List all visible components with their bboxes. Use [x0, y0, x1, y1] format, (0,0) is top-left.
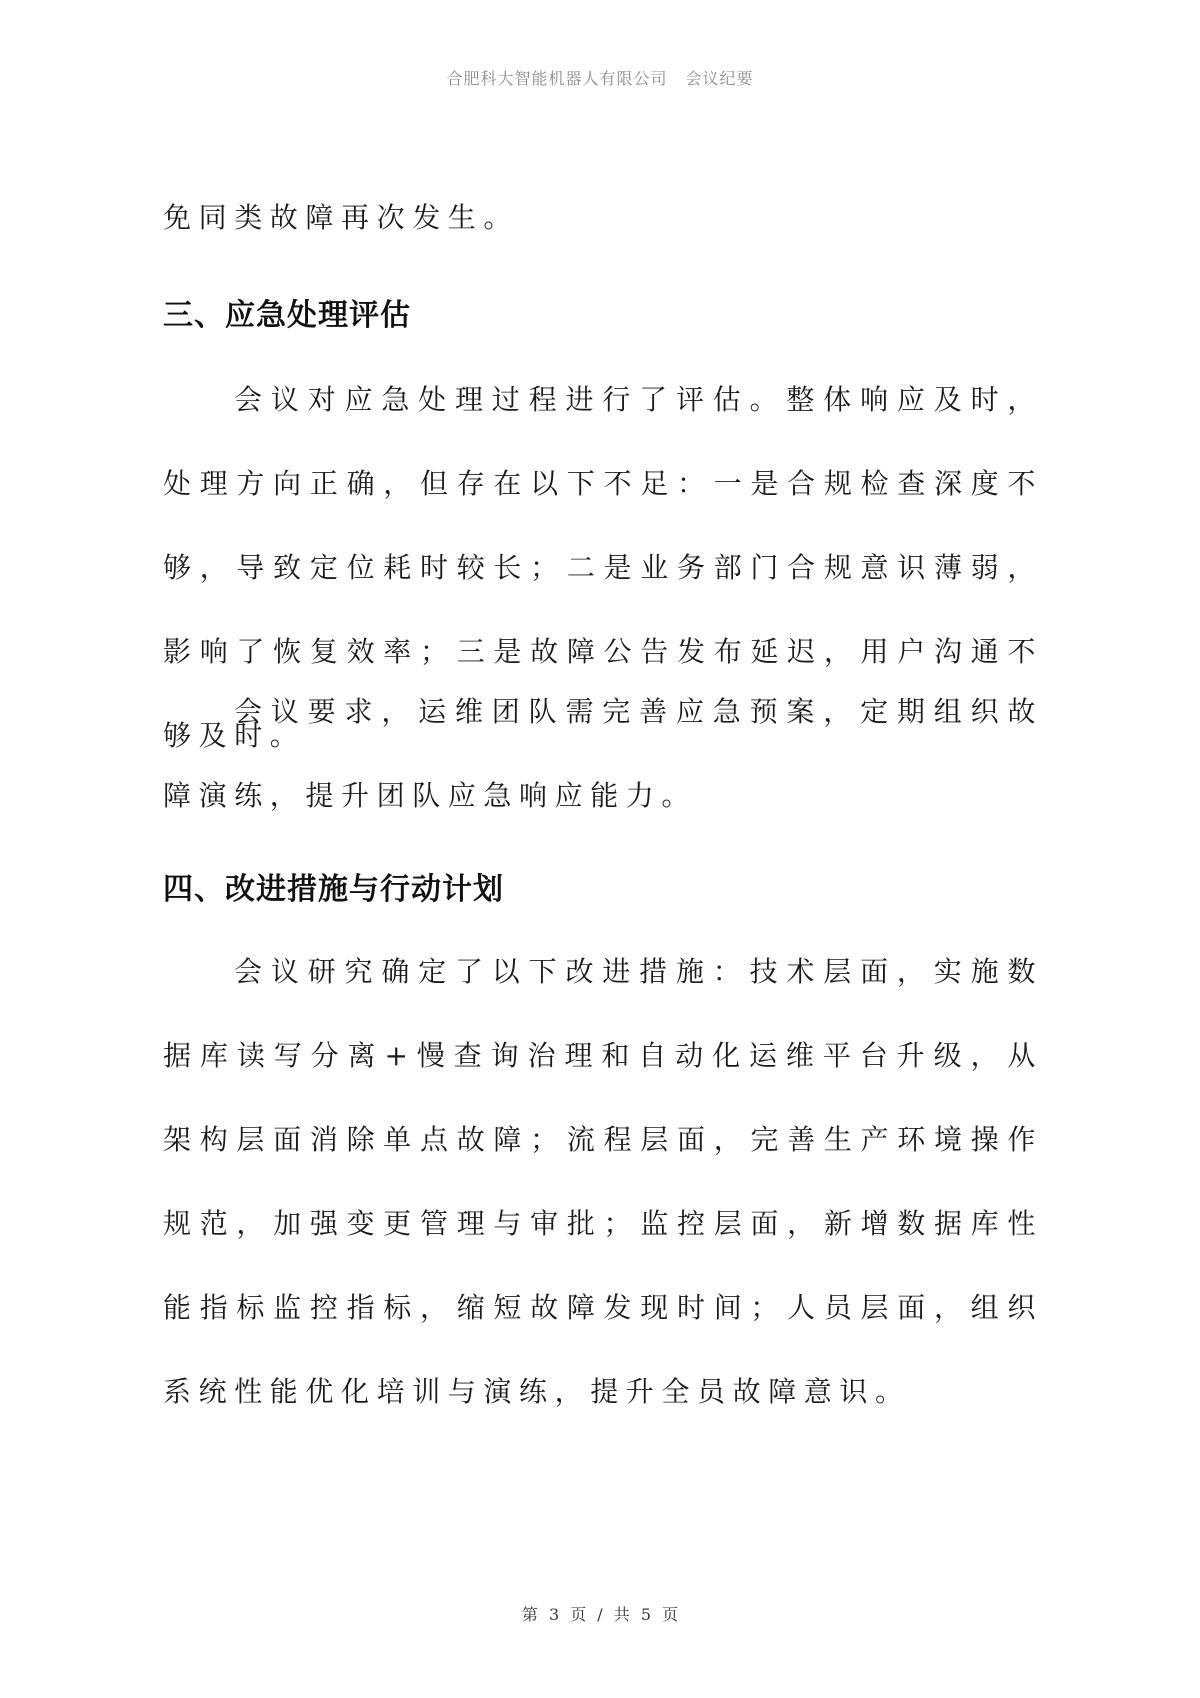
- header-company: 合肥科大智能机器人有限公司: [446, 69, 668, 88]
- section-3-paragraph-2: 会议要求，运维团队需完善应急预案，定期组织故障演练，提升团队应急响应能力。: [163, 695, 1043, 812]
- section-3-heading: 三、应急处理评估: [163, 298, 411, 333]
- header-doc-type: 会议纪要: [685, 69, 754, 88]
- continuation-paragraph: 免同类故障再次发生。: [163, 201, 520, 234]
- section-3-paragraph-1: 会议对应急处理过程进行了评估。整体响应及时，处理方向正确，但存在以下不足：一是合规检查深度不够，导致定位耗时较长；二是业务部门合规意识薄弱，影响了恢复效率；三是故障公告发布延迟，用户沟通不够及时。: [163, 383, 1043, 752]
- page-footer: 第 3 页 / 共 5 页: [521, 1605, 679, 1624]
- section-4-paragraph-1: 会议研究确定了以下改进措施：技术层面，实施数据库读写分离+慢查询治理和自动化运维平台升级，从架构层面消除单点故障；流程层面，完善生产环境操作规范，加强变更管理与审批；监控层面，新增数据库性能指标监控指标，缩短故障发现时间；人员层面，组织系统性能优化培训与演练，提升全员故障意识。: [163, 955, 1043, 1408]
- page-header: [0, 66, 1200, 89]
- section-4-heading: 四、改进措施与行动计划: [163, 872, 504, 907]
